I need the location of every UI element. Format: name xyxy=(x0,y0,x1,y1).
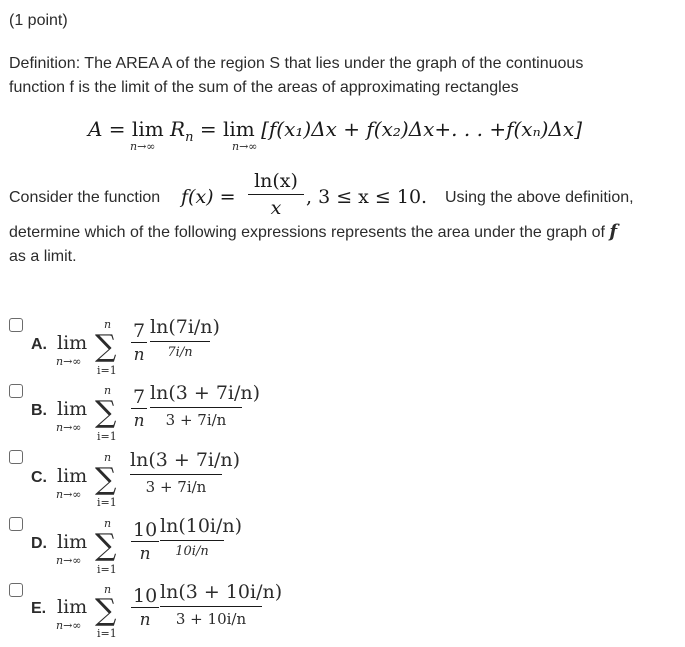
option-e-sigma-icon: ∑ xyxy=(95,593,117,628)
option-b-denominator: 3 + 7i/n xyxy=(165,411,227,429)
option-a-coef-den: n xyxy=(133,345,145,365)
function-domain: , 3 ≤ x ≤ 10. xyxy=(306,186,428,208)
consider-line-3: as a limit. xyxy=(9,248,77,265)
option-a-sum-lower: i=1 xyxy=(97,364,117,377)
consider-line-2-f: f xyxy=(609,221,618,242)
option-d-numerator: ln(10i/n) xyxy=(160,515,224,541)
option-d-letter: D. xyxy=(31,535,47,552)
consider-line-2-text: determine which of the following expressions represents the area under the graph of xyxy=(9,224,605,241)
option-a-sum-upper: n xyxy=(104,318,112,331)
option-e-coef-den: n xyxy=(139,610,151,630)
option-c-sum-lower: i=1 xyxy=(97,496,117,509)
option-a-coef xyxy=(131,320,147,365)
option-a-checkbox[interactable] xyxy=(9,318,23,332)
option-e-sum-upper: n xyxy=(104,583,112,596)
formula-rn: R xyxy=(170,117,186,141)
option-e-lim: lim xyxy=(57,596,88,618)
option-c-checkbox[interactable] xyxy=(9,450,23,464)
area-formula xyxy=(88,117,582,145)
option-d-coef xyxy=(131,519,159,564)
option-b-numerator: ln(3 + 7i/n) xyxy=(150,382,242,408)
option-c-lim: lim xyxy=(57,465,88,487)
consider-prefix: Consider the function xyxy=(9,189,161,206)
option-e-lim-sub: n→∞ xyxy=(56,619,82,632)
formula-lim-2-sub: n→∞ xyxy=(232,140,258,153)
definition-line-2: function f is the limit of the sum of the areas of approximating rectangles xyxy=(9,79,519,96)
option-a-coef-num: 7 xyxy=(133,320,146,342)
option-b-coef-num: 7 xyxy=(133,386,146,408)
function-fraction xyxy=(248,170,304,219)
option-c-letter: C. xyxy=(31,469,47,486)
option-d-denominator: 10i/n xyxy=(175,544,209,559)
definition-line-1: Definition: The AREA A of the region S that lies under the graph of the continuous xyxy=(9,55,584,72)
option-d-sum-lower: i=1 xyxy=(97,563,117,576)
formula-lhs: A = xyxy=(88,117,132,141)
option-b-lim: lim xyxy=(57,398,88,420)
option-e-denominator: 3 + 10i/n xyxy=(175,610,247,628)
option-b-checkbox[interactable] xyxy=(9,384,23,398)
option-a-denominator: 7i/n xyxy=(167,345,193,360)
formula-lim-1: lim xyxy=(131,117,164,141)
option-d-coef-den: n xyxy=(139,544,151,564)
consider-line-2 xyxy=(9,222,617,243)
function-lhs: f(x) = xyxy=(181,186,236,208)
option-c-fraction xyxy=(130,449,241,496)
formula-rn-sub: n xyxy=(185,130,194,145)
consider-suffix: Using the above definition, xyxy=(445,189,634,206)
option-e-fraction xyxy=(160,581,283,628)
option-a-lim-sub: n→∞ xyxy=(56,355,82,368)
option-e-checkbox[interactable] xyxy=(9,583,23,597)
option-d-sigma-icon: ∑ xyxy=(95,528,117,563)
option-b-sigma-icon: ∑ xyxy=(95,395,117,430)
formula-lim-1-sub: n→∞ xyxy=(130,140,156,153)
option-d-fraction xyxy=(160,515,243,559)
option-b-sum-lower: i=1 xyxy=(97,430,117,443)
option-a-letter: A. xyxy=(31,336,47,353)
option-b-lim-sub: n→∞ xyxy=(56,421,82,434)
option-d-lim: lim xyxy=(57,531,88,553)
option-e-letter: E. xyxy=(31,600,47,617)
option-d-lim-sub: n→∞ xyxy=(56,554,82,567)
option-a-numerator: ln(7i/n) xyxy=(150,316,210,342)
option-c-lim-sub: n→∞ xyxy=(56,488,82,501)
option-e-sum-lower: i=1 xyxy=(97,627,117,640)
option-e-coef-num: 10 xyxy=(133,585,158,607)
option-d-sum-upper: n xyxy=(104,517,112,530)
option-d-checkbox[interactable] xyxy=(9,517,23,531)
option-b-sum-upper: n xyxy=(104,384,112,397)
option-a-fraction xyxy=(150,316,220,360)
function-numerator: ln(x) xyxy=(248,170,304,195)
option-c-numerator: ln(3 + 7i/n) xyxy=(130,449,222,475)
formula-lim-2: lim xyxy=(222,117,255,141)
option-e-coef xyxy=(131,585,159,630)
option-d-coef-num: 10 xyxy=(133,519,158,541)
option-b-fraction xyxy=(150,382,261,429)
function-denominator: x xyxy=(270,197,282,219)
formula-body: [f(x₁)Δx + f(x₂)Δx+. . . +f(xₙ)Δx] xyxy=(261,117,583,141)
option-e-numerator: ln(3 + 10i/n) xyxy=(160,581,262,607)
option-b-coef xyxy=(131,386,147,431)
formula-eq: = xyxy=(193,117,223,141)
option-a-sigma-icon: ∑ xyxy=(95,329,117,364)
option-c-sigma-icon: ∑ xyxy=(95,462,117,497)
option-c-denominator: 3 + 7i/n xyxy=(145,478,207,496)
option-a-lim: lim xyxy=(57,332,88,354)
option-b-letter: B. xyxy=(31,402,47,419)
points-label: (1 point) xyxy=(9,12,68,29)
option-b-coef-den: n xyxy=(133,411,145,431)
option-c-sum-upper: n xyxy=(104,451,112,464)
